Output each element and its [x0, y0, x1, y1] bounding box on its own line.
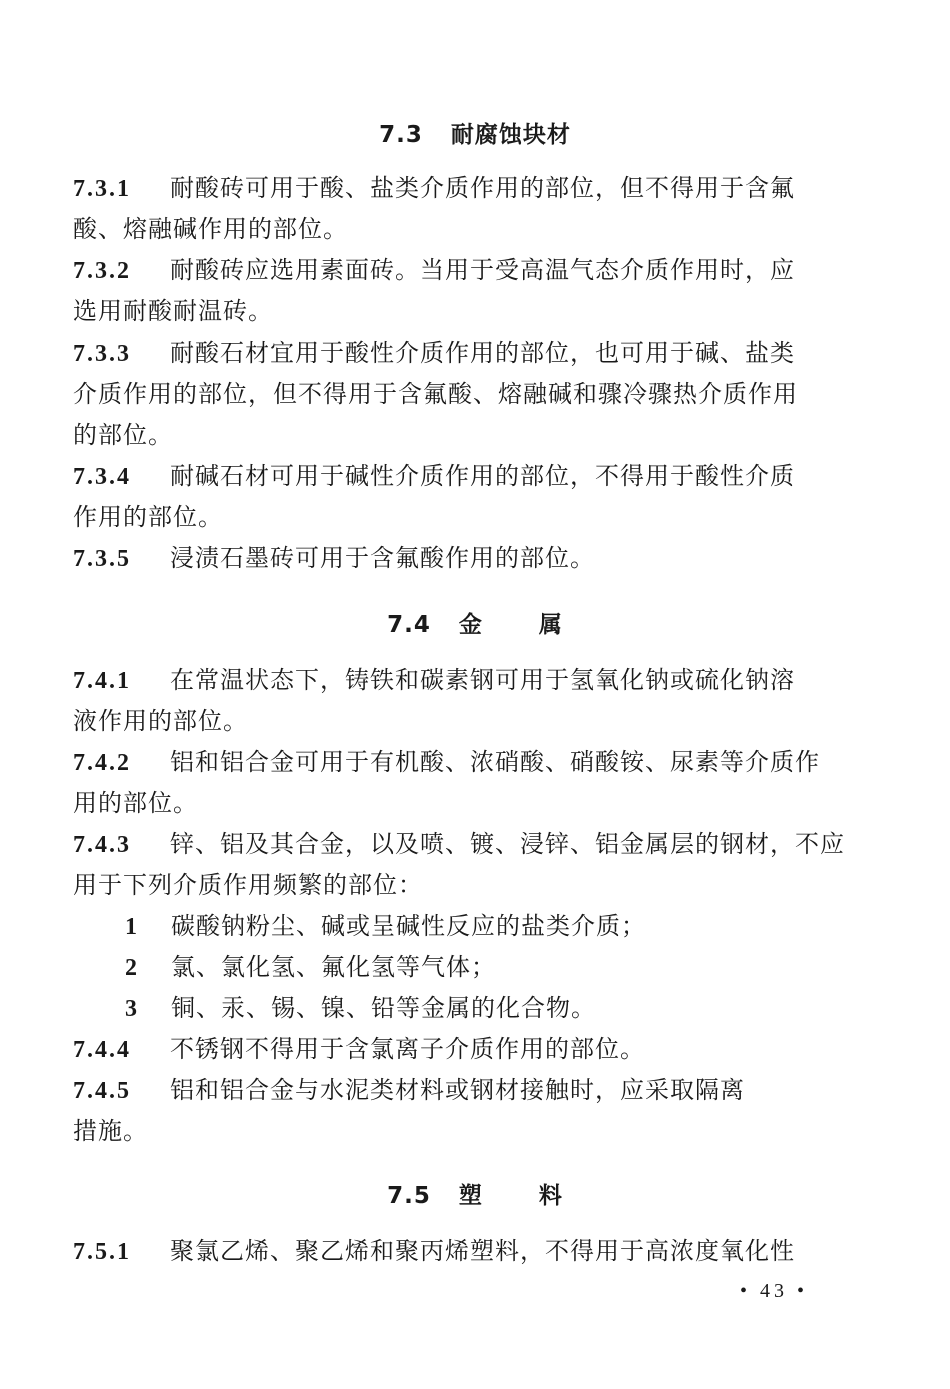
section-heading-7-3: [0, 116, 950, 149]
clause-7-4-4: [73, 1029, 843, 1071]
clause-text-continued: 用于下列介质作用频繁的部位：: [73, 871, 423, 899]
clause-text-continued: 的部位。: [73, 421, 173, 449]
clause-text: 浸渍石墨砖可用于含氟酸作用的部位。: [170, 544, 595, 572]
clause-number: 7.3.1: [73, 176, 131, 202]
clause-text-continued: 液作用的部位。: [73, 707, 248, 735]
clause-text-continued: 措施。: [73, 1117, 148, 1145]
list-item: [125, 906, 845, 948]
clause-text: 铝和铝合金与水泥类材料或钢材接触时，应采取隔离: [170, 1076, 745, 1104]
section-number: 7.4: [387, 612, 431, 638]
clause-7-5-1: [73, 1231, 843, 1273]
item-text: 铜、汞、锡、镍、铅等金属的化合物。: [171, 994, 596, 1022]
clause-text: 耐酸石材宜用于酸性介质作用的部位，也可用于碱、盐类: [170, 339, 795, 367]
clause-text-continued: 介质作用的部位，但不得用于含氟酸、熔融碱和骤冷骤热介质作用: [73, 380, 798, 408]
clause-number: 7.4.2: [73, 750, 131, 776]
clause-7-3-3: [73, 333, 843, 375]
clause-number: 7.4.3: [73, 832, 131, 858]
clause-text: 耐酸砖应选用素面砖。当用于受高温气态介质作用时，应: [170, 256, 795, 284]
clause-number: 7.4.5: [73, 1078, 131, 1104]
clause-7-4-5: [73, 1070, 843, 1112]
clause-text: 耐碱石材可用于碱性介质作用的部位，不得用于酸性介质: [170, 462, 795, 490]
clause-number: 7.3.5: [73, 546, 131, 572]
section-number: 7.3: [379, 122, 423, 148]
clause-text-continued: 酸、熔融碱作用的部位。: [73, 215, 348, 243]
clause-number: 7.4.1: [73, 668, 131, 694]
section-heading-7-4: [0, 606, 950, 639]
clause-text: 不锈钢不得用于含氯离子介质作用的部位。: [170, 1035, 645, 1063]
clause-number: 7.3.4: [73, 464, 131, 490]
clause-7-4-3: [73, 824, 843, 866]
clause-number: 7.4.4: [73, 1037, 131, 1063]
clause-text: 锌、铝及其合金，以及喷、镀、浸锌、铝金属层的钢材，不应: [170, 830, 845, 858]
clause-7-4-1: [73, 660, 843, 702]
page-number: • 43 •: [740, 1280, 809, 1302]
clause-text: 铝和铝合金可用于有机酸、浓硝酸、硝酸铵、尿素等介质作: [170, 748, 820, 776]
clause-text-continued: 选用耐酸耐温砖。: [73, 297, 273, 325]
clause-text: 耐酸砖可用于酸、盐类介质作用的部位，但不得用于含氟: [170, 174, 795, 202]
item-text: 氯、氯化氢、氟化氢等气体；: [171, 953, 496, 981]
clause-7-3-2: [73, 250, 843, 292]
item-number: 3: [125, 996, 138, 1022]
clause-7-3-5: [73, 538, 843, 580]
clause-text-continued: 作用的部位。: [73, 503, 223, 531]
clause-text: 在常温状态下，铸铁和碳素钢可用于氢氧化钠或硫化钠溶: [170, 666, 795, 694]
clause-number: 7.5.1: [73, 1239, 131, 1265]
section-title-char: 塑: [458, 1183, 483, 1209]
clause-number: 7.3.3: [73, 341, 131, 367]
clause-7-3-1: [73, 168, 843, 210]
section-number: 7.5: [387, 1183, 431, 1209]
item-number: 1: [125, 914, 138, 940]
clause-7-4-2: [73, 742, 843, 784]
section-title: 耐腐蚀块材: [450, 122, 571, 148]
item-number: 2: [125, 955, 138, 981]
list-item: [125, 947, 845, 989]
section-title-char: 属: [538, 612, 563, 638]
section-title-char: 料: [538, 1183, 563, 1209]
section-heading-7-5: [0, 1177, 950, 1210]
clause-number: 7.3.2: [73, 258, 131, 284]
clause-7-3-4: [73, 456, 843, 498]
list-item: [125, 988, 845, 1030]
section-title-char: 金: [458, 612, 483, 638]
clause-text: 聚氯乙烯、聚乙烯和聚丙烯塑料，不得用于高浓度氧化性: [170, 1237, 795, 1265]
clause-text-continued: 用的部位。: [73, 789, 198, 817]
item-text: 碳酸钠粉尘、碱或呈碱性反应的盐类介质；: [171, 912, 646, 940]
